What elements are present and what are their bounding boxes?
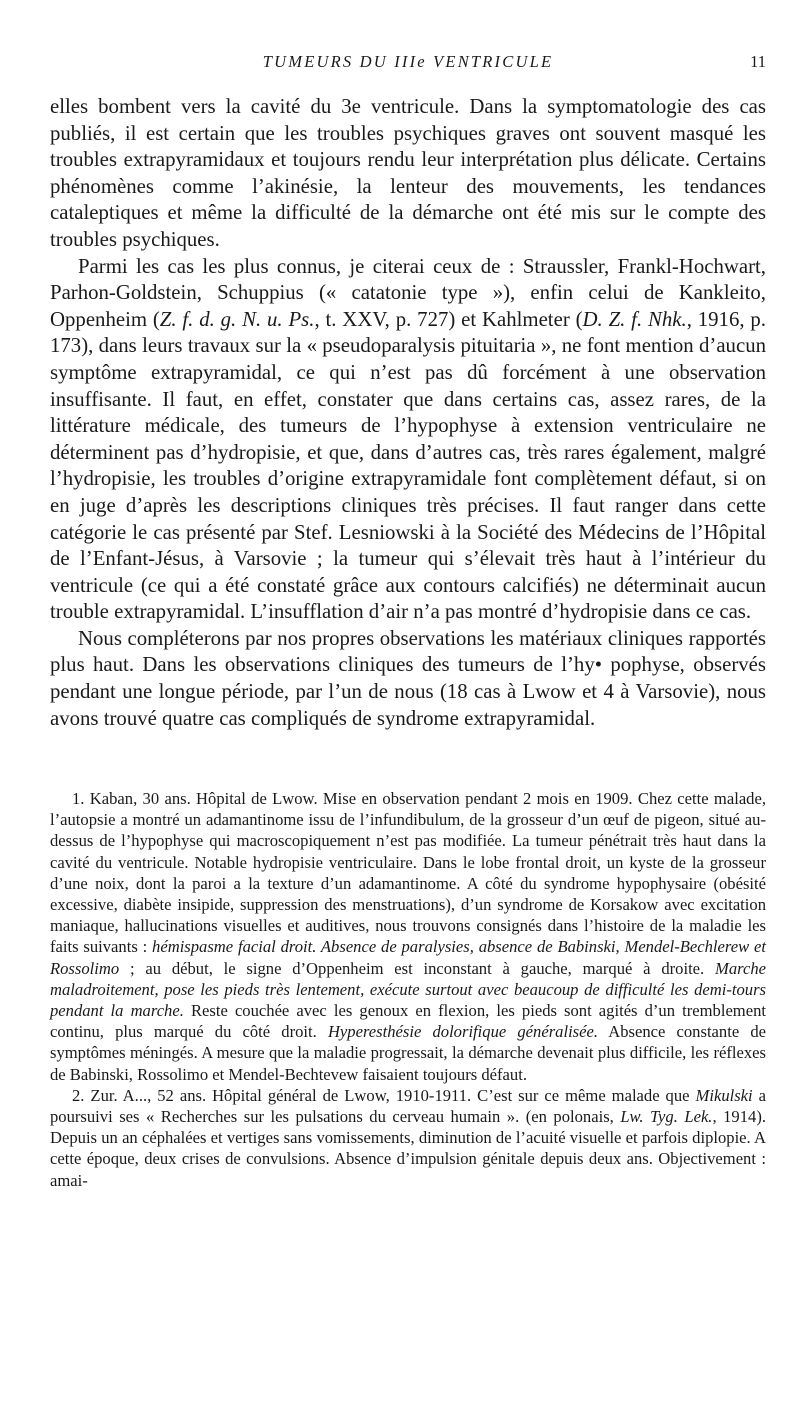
- text-segment: a poursuivi ses « Recherches sur les pulsations du cerveau humain ». (en polonais,: [50, 1085, 767, 1127]
- text-segment: , t. XXV, p. 727) et Kahlmeter (: [314, 307, 583, 331]
- italic-text-segment: Lw. Tyg. Lek.: [620, 1107, 713, 1127]
- text-segment: elles bombent vers la cavité du 3e ventricule. Dans la symptomatologie des cas publiés, il est certain que les troubles psychiques graves ont souvent masqué les troubles extrapyramidaux et toujours rendu leur interprétation plus délicate. Certains phénomènes comme l’akinésie, la lenteur des mouvements, les tendances cataleptiques et même la difficulté de la démarche ont été mis sur le compte des troubles psychiques.: [50, 95, 766, 251]
- italic-text-segment: Z. f. d. g. N. u. Ps.: [159, 307, 315, 331]
- page-number: 11: [750, 52, 766, 71]
- body-text: [50, 94, 766, 732]
- italic-text-segment: Marche maladroitement, pose les pieds très lentement, exécute surtout avec beaucoup de difficulté les demi-tours pendant la marche.: [50, 958, 766, 1021]
- paragraph: [50, 94, 766, 254]
- text-segment: Nous compléterons par nos propres observations les matériaux cliniques rapportés plus haut. Dans les observations cliniques des tumeurs de l’hy• pophyse, observés pendant une longue période, par l’un de nous (18 cas à Lwow et 4 à Varsovie), nous avons trouvé quatre cas compliqués de syndrome extrapyramidal.: [50, 626, 766, 730]
- text-segment: Reste couchée avec les genoux en flexion, les pieds sont agités d’un tremblement continu, plus marqué du côté droit.: [50, 1001, 766, 1042]
- paragraph: [50, 254, 766, 626]
- footnote: [50, 1085, 766, 1191]
- text-segment: , 1916, p. 173), dans leurs travaux sur la « pseudoparalysis pituitaria », ne font mention d’aucun symptôme extrapyramidal, ce qui n’est pas dû forcément à une observation insuffisante. Il faut, en effet, constater que dans certains cas, assez rares, de la littérature médicale, des tumeurs de l’hypophyse à extension ventriculaire ne déterminent pas d’hydropisie, et que, dans d’autres cas, très rares également, malgré l’hydropisie, les troubles d’origine extrapyramidale font complètement défaut, si on en juge d’après les descriptions cliniques très précises. Il faut ranger dans cette catégorie le cas présenté par Stef. Lesniowski à la Société des Médecins de l’Hôpital de l’Enfant-Jésus, à Varsovie ; la tumeur qui s’élevait très haut à l’intérieur du ventricule (ce qui a été constaté grâce aux contours calcifiés) ne déterminait aucun trouble extrapyramidal. L’insufflation d’air n’a pas montré d’hydropisie dans ce cas.: [50, 307, 766, 624]
- italic-text-segment: Hyperesthésie dolorifique généralisée.: [327, 1022, 599, 1042]
- text-segment: , 1914). Depuis un an céphalées et vertiges sans vomissements, diminution de l’acuité visuelle et parfois diplopie. A cette époque, deux crises de convulsions. Absence d’impulsion génitale depuis deux ans. Objectivement : amai-: [50, 1107, 766, 1190]
- text-segment: 2. Zur. A..., 52 ans. Hôpital général de Lwow, 1910-1911. C’est sur ce même malade que: [72, 1085, 696, 1105]
- text-segment: ; au début, le signe d’Oppenheim est inconstant à gauche, marqué à droite.: [119, 958, 715, 978]
- footnote: [50, 788, 766, 1085]
- italic-text-segment: Mikulski: [695, 1085, 753, 1105]
- italic-text-segment: hémispasme facial droit. Absence de paralysies, absence de Babinski, Mendel-Bechlerew et Rossolimo: [50, 937, 766, 978]
- footnotes: [50, 788, 766, 1191]
- text-segment: Parmi les cas les plus connus, je citerai ceux de : Straussler, Frankl-Hochwart, Parhon-Goldstein, Schuppius (« catatonie type »), enfin celui de Kankleito, Oppenheim (: [50, 254, 766, 331]
- paragraph: [50, 626, 766, 732]
- book-page: [50, 0, 766, 1402]
- page-header: [50, 51, 766, 77]
- text-segment: Absence constante de symptômes méningés. A mesure que la maladie progressait, la démarche devenait plus difficile, les réflexes de Babinski, Rossolimo et Mendel-Bechtevew faisaient toujours défaut.: [50, 1022, 766, 1084]
- italic-text-segment: D. Z. f. Nhk.: [582, 307, 687, 331]
- text-segment: 1. Kaban, 30 ans. Hôpital de Lwow. Mise en observation pendant 2 mois en 1909. Chez cette malade, l’autopsie a montré un adamantinome issu de l’infundibulum, de la grosseur d’un œuf de pigeon, situé au-dessus de l’hypophyse qui macroscopiquement n’est pas modifiée. La tumeur pénétrait très haut dans la cavité du ventricule. Notable hydropisie ventriculaire. Dans le lobe frontal droit, un kyste de la grosseur d’une noix, dont la paroi a la texture d’un adamantinome. A côté du syndrome hypophysaire (obésité excessive, diabète insipide, suppression des menstruations), d’un syndrome de Korsakow avec excitation maniaque, hallucinations visuelles et auditives, nous trouvons consignés dans l’histoire de la maladie les faits suivants :: [50, 789, 766, 957]
- running-title: TUMEURS DU IIIe VENTRICULE: [262, 52, 554, 71]
